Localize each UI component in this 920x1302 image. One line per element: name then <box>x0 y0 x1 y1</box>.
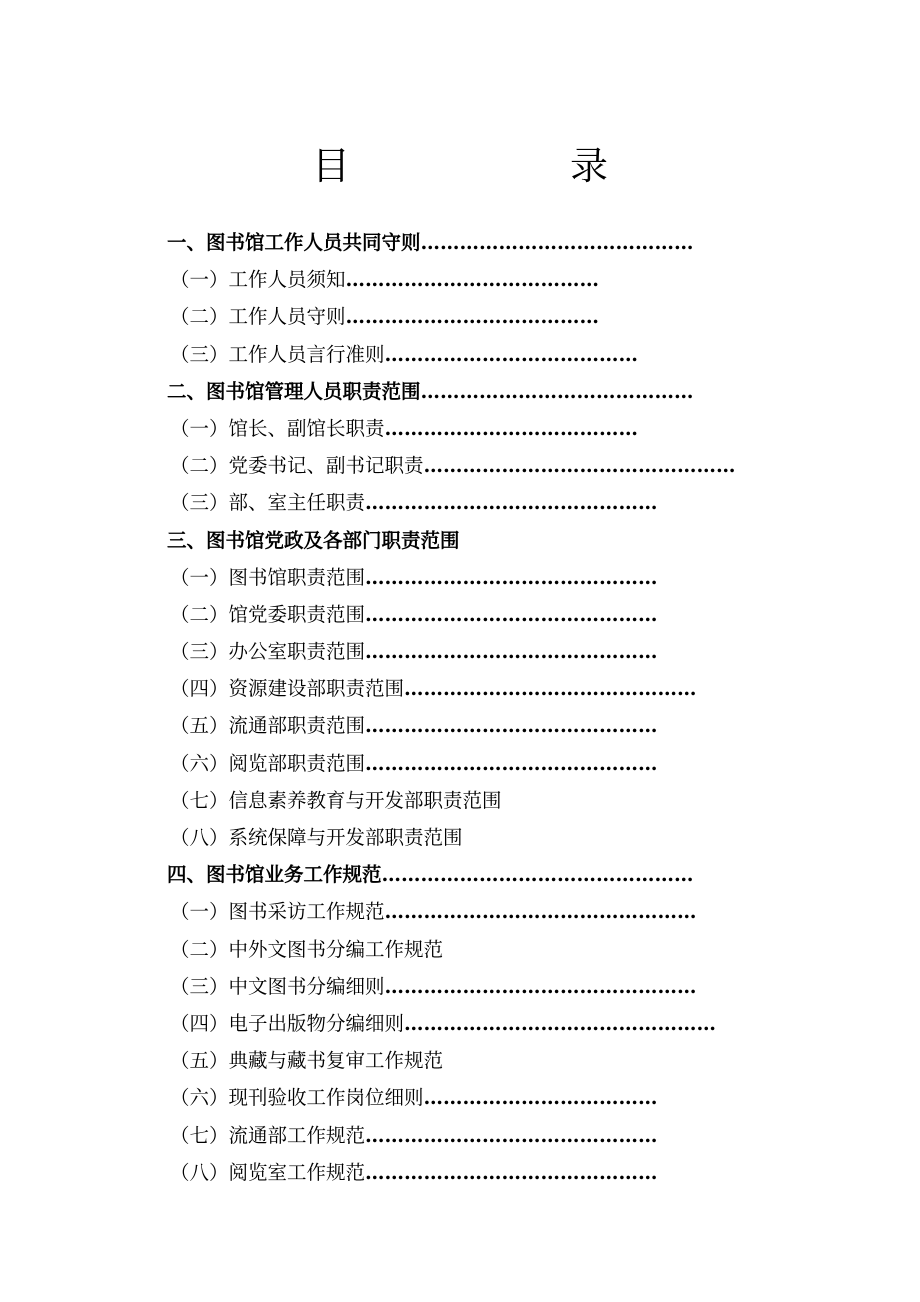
toc-item <box>0 707 920 744</box>
toc-item <box>0 559 920 596</box>
toc-leader-dots: ………………………………………… <box>384 900 697 924</box>
toc-leader-dots: ……………………………………… <box>365 565 658 589</box>
toc-item <box>0 1005 920 1042</box>
toc-entry-text: （三）办公室职责范围 <box>170 640 366 664</box>
toc-item <box>0 410 920 447</box>
toc-leader-dots: ……………………………………… <box>365 602 658 626</box>
toc-entry-text: （二）党委书记、副书记职责 <box>170 454 424 478</box>
toc-item <box>0 1079 920 1116</box>
toc-leader-dots: ………………………………… <box>345 305 600 329</box>
toc-item <box>0 1117 920 1154</box>
toc-leader-dots: ……………………………………… <box>365 1160 658 1184</box>
toc-item <box>0 336 920 373</box>
toc-section <box>0 856 920 893</box>
toc-entry-text: （二）馆党委职责范围 <box>170 602 366 626</box>
toc-section <box>0 224 920 261</box>
toc-leader-dots: ………………………………………… <box>404 1011 717 1035</box>
toc-item <box>0 484 920 521</box>
toc-entry-text: 二、图书馆管理人员职责范围 <box>167 379 421 403</box>
toc-entry-text: （三）部、室主任职责 <box>170 491 366 515</box>
toc-item <box>0 782 920 819</box>
toc-leader-dots: ……………………………………… <box>365 751 658 775</box>
toc-leader-dots: ………………………………… <box>384 416 639 440</box>
toc-entry-text: （七）信息素养教育与开发部职责范围 <box>170 788 502 812</box>
toc-item <box>0 298 920 335</box>
page-title: 目 录 <box>311 144 656 188</box>
toc-item <box>0 670 920 707</box>
toc-item <box>0 745 920 782</box>
toc-leader-dots: ………………………………… <box>384 342 639 366</box>
toc-entry-text: 一、图书馆工作人员共同守则 <box>167 231 421 254</box>
toc-item <box>0 633 920 670</box>
toc-item <box>0 968 920 1005</box>
toc-entry-text: （八）阅览室工作规范 <box>170 1160 366 1184</box>
toc-entry-text: （五）流通部职责范围 <box>170 714 366 738</box>
toc-leader-dots: ……………………………………… <box>365 1123 658 1147</box>
toc-entry-text: （一）工作人员须知 <box>170 268 346 292</box>
toc-entry-text: （七）流通部工作规范 <box>170 1123 366 1147</box>
toc-leader-dots: ………………………………………… <box>423 454 736 478</box>
toc-item <box>0 1154 920 1191</box>
toc-entry-text: （二）工作人员守则 <box>170 305 346 329</box>
toc-item <box>0 819 920 856</box>
toc-entry-text: （二）中外文图书分编工作规范 <box>170 937 444 961</box>
toc-leader-dots: ……………………………………… <box>365 640 658 664</box>
toc-entry-text: （八）系统保障与开发部职责范围 <box>170 826 463 849</box>
toc-item <box>0 1042 920 1079</box>
toc-leader-dots: …………………………………… <box>420 231 694 254</box>
toc-leader-dots: ……………………………………… <box>404 677 697 701</box>
toc-item <box>0 261 920 298</box>
toc-leader-dots: …………………………………… <box>420 379 694 403</box>
toc-entry-text: （一）图书馆职责范围 <box>170 565 366 589</box>
toc-leader-dots: ………………………………………… <box>384 974 697 998</box>
toc-entry-text: （五）典藏与藏书复审工作规范 <box>170 1049 444 1073</box>
toc-section <box>0 373 920 410</box>
toc-entry-text: （一）图书采访工作规范 <box>170 900 385 924</box>
toc-entry-text: 四、图书馆业务工作规范 <box>167 863 382 887</box>
toc-section <box>0 522 920 559</box>
toc-entry-text: （三）工作人员言行准则 <box>170 342 385 366</box>
toc-item <box>0 931 920 968</box>
toc-leader-dots: ……………………………… <box>423 1086 658 1110</box>
toc-leader-dots: ……………………………………… <box>365 714 658 738</box>
toc-item <box>0 447 920 484</box>
toc-item <box>0 893 920 930</box>
toc-entry-text: （三）中文图书分编细则 <box>170 974 385 998</box>
toc-leader-dots: ………………………………… <box>345 268 600 292</box>
toc-entry-text: （六）阅览部职责范围 <box>170 751 366 775</box>
toc-entry-text: （四）电子出版物分编细则 <box>170 1011 405 1035</box>
toc-entry-text: （一）馆长、副馆长职责 <box>170 416 385 440</box>
table-of-contents <box>0 224 920 1191</box>
toc-item <box>0 596 920 633</box>
toc-leader-dots: ……………………………………… <box>365 491 658 515</box>
toc-entry-text: （六）现刊验收工作岗位细则 <box>170 1086 424 1110</box>
toc-entry-text: （四）资源建设部职责范围 <box>170 677 405 701</box>
toc-leader-dots: ………………………………………… <box>381 863 694 887</box>
toc-entry-text: 三、图书馆党政及各部门职责范围 <box>167 528 460 552</box>
